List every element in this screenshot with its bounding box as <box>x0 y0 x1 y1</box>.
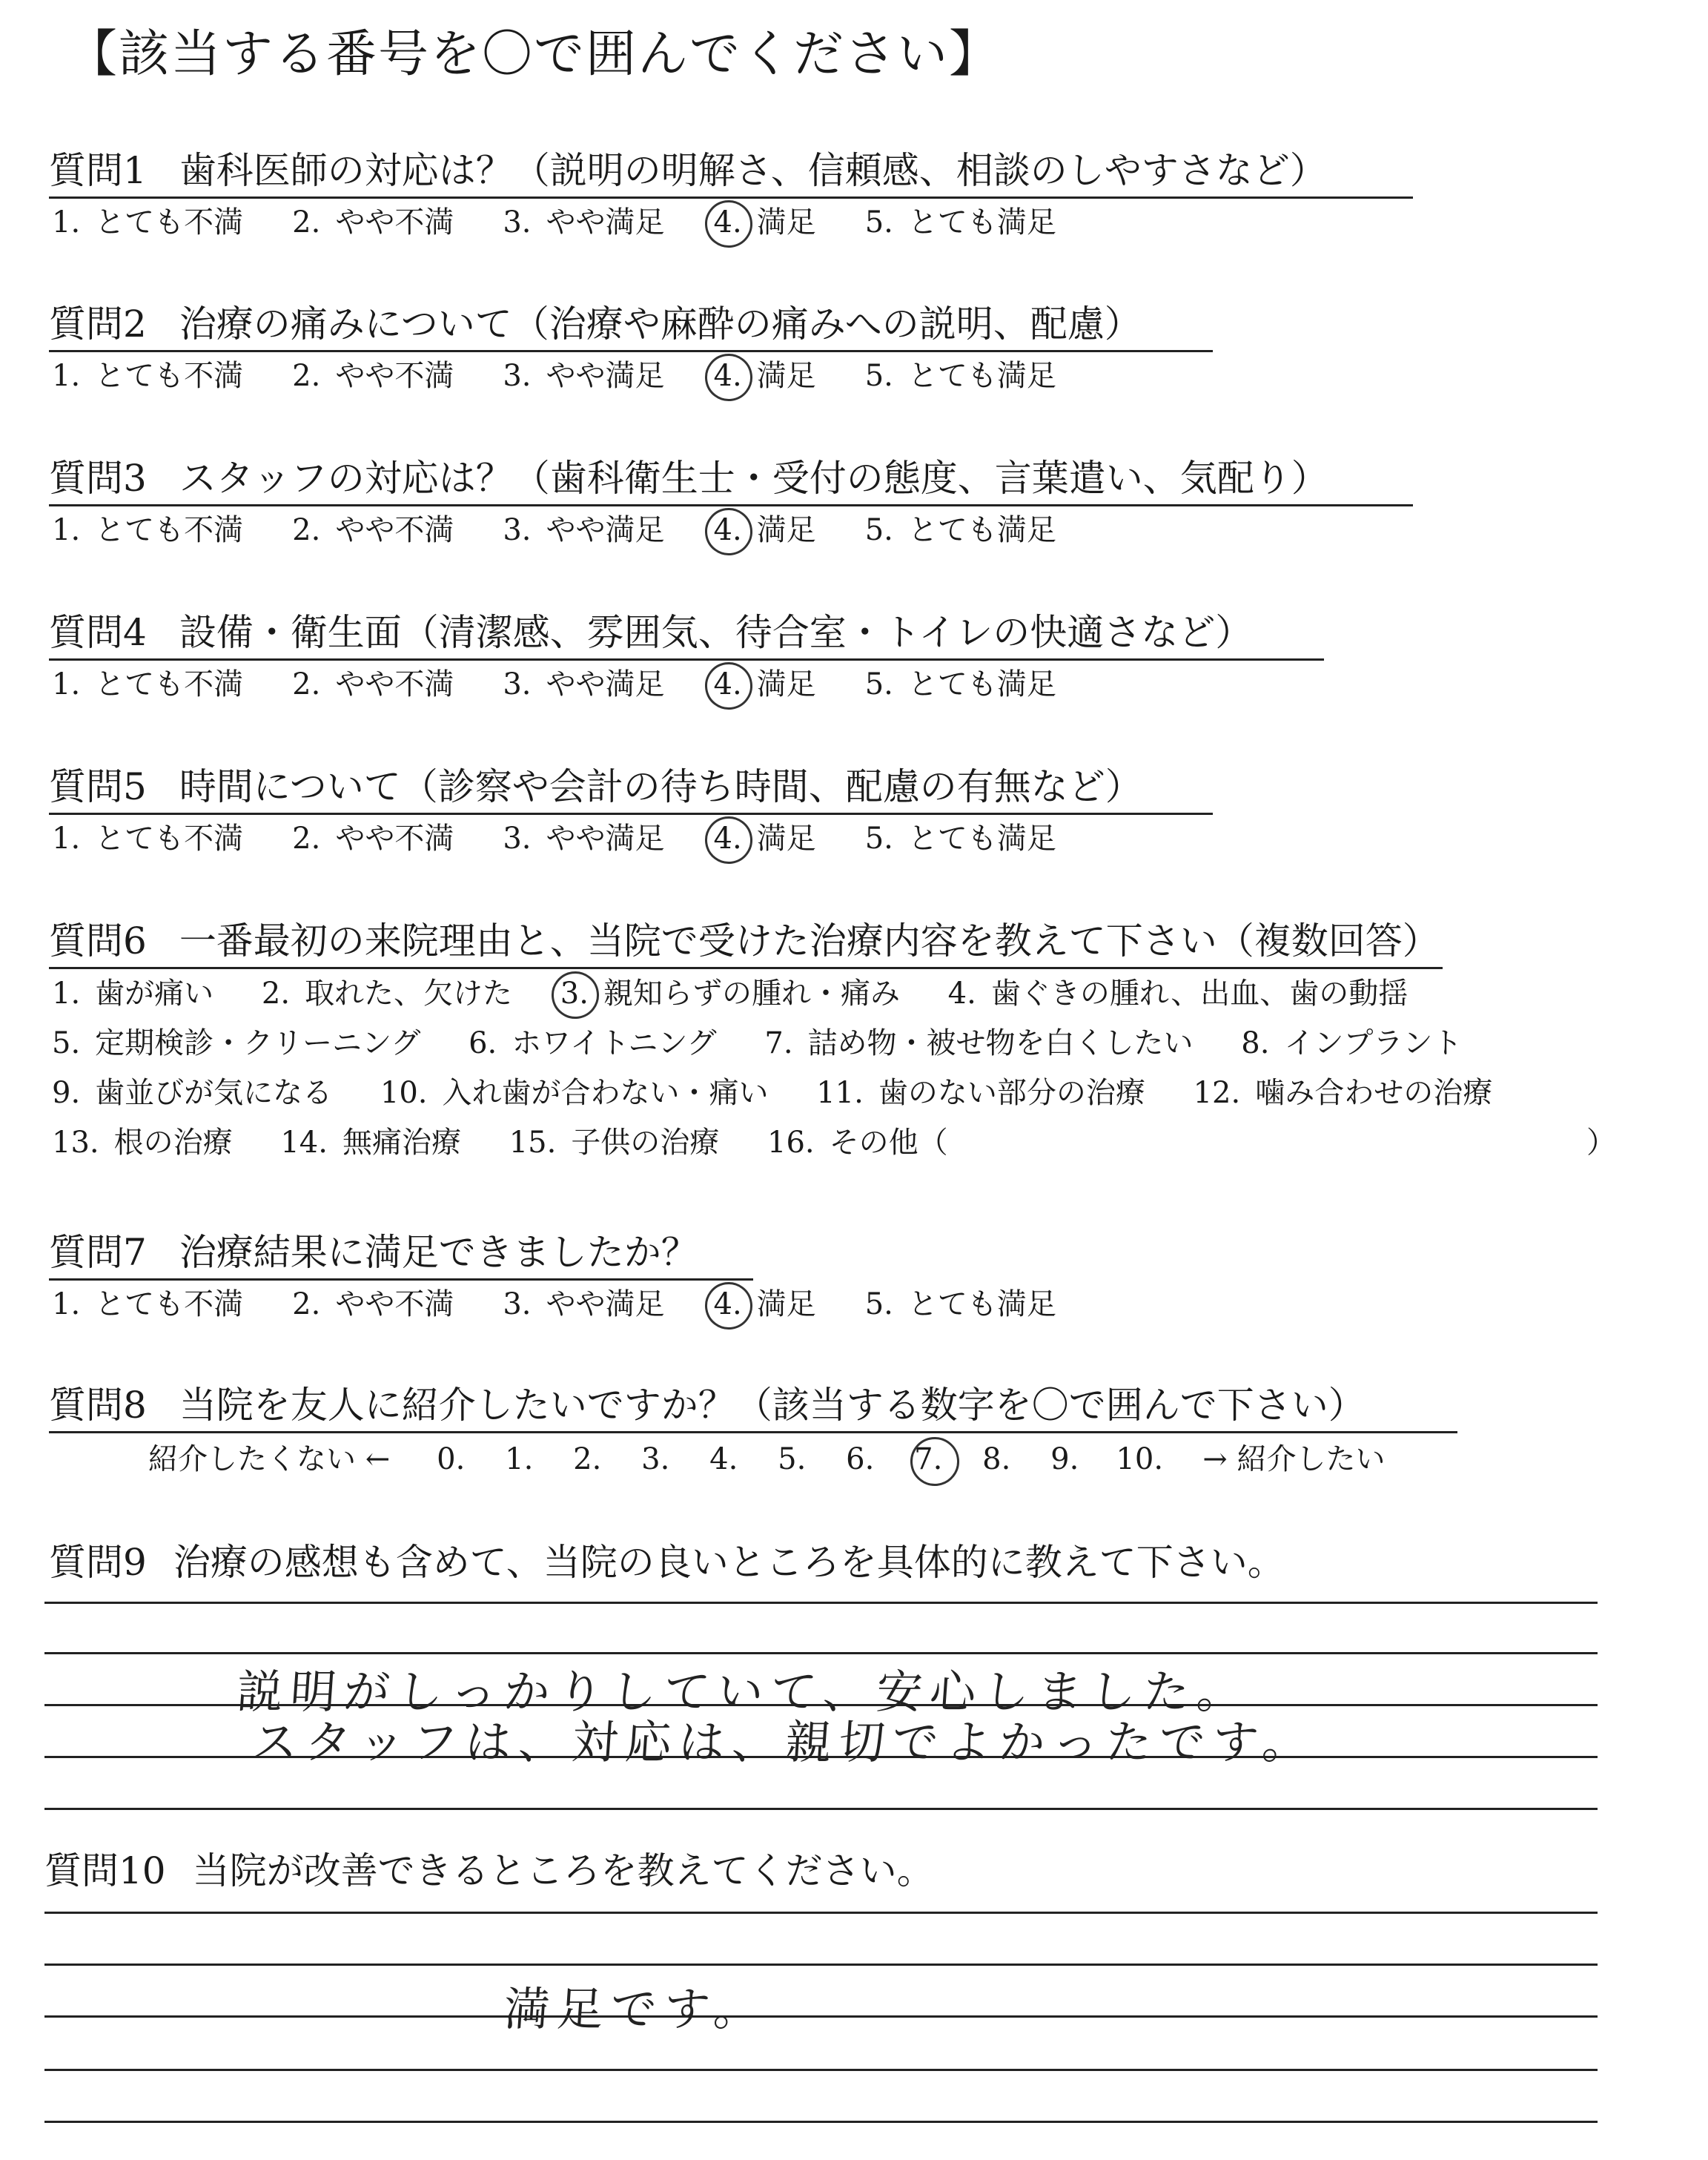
option-5[interactable]: 5. とても満足 <box>864 667 1056 701</box>
answer-line <box>44 2121 1598 2123</box>
rating-options-2 <box>52 361 1105 391</box>
q6-option-1[interactable]: 1. 歯が痛い <box>52 977 214 1011</box>
q6-option-10[interactable]: 10. 入れ歯が合わない・痛い <box>380 1076 769 1110</box>
handwritten-answer-line-2: スタッフは、対応は、親切でよかったです。 <box>250 1715 1318 1769</box>
answer-line <box>44 1652 1598 1654</box>
option-5[interactable]: 5. とても満足 <box>864 822 1056 856</box>
option-3[interactable]: 3. やや満足 <box>503 822 665 856</box>
q6-option-15[interactable]: 15. 子供の治療 <box>509 1126 720 1160</box>
q6-option-14[interactable]: 14. 無痛治療 <box>280 1126 461 1160</box>
question-3 <box>49 457 1413 506</box>
option-3[interactable]: 3. やや満足 <box>503 667 665 701</box>
answer-line <box>44 1912 1598 1914</box>
q6-row-3 <box>52 1078 1531 1108</box>
question-8 <box>49 1384 1457 1433</box>
answer-line <box>44 1602 1598 1604</box>
option-5[interactable]: 5. とても満足 <box>864 513 1056 547</box>
option-4-selected[interactable]: 4. 満足 <box>713 513 816 547</box>
question-text: スタッフの対応は？（歯科衛生士・受付の態度、言葉遣い、気配り） <box>179 457 1328 500</box>
option-3[interactable]: 3. やや満足 <box>503 513 665 547</box>
question-text: 治療の感想も含めて、当院の良いところを具体的に教えて下さい。 <box>173 1541 1285 1584</box>
option-2[interactable]: 2. やや不満 <box>292 359 454 393</box>
q6-option-7[interactable]: 7. 詰め物・被せ物を白くしたい <box>764 1026 1194 1060</box>
option-1[interactable]: 1. とても不満 <box>52 667 244 701</box>
q6-option-6[interactable]: 6. ホワイトニング <box>469 1026 717 1060</box>
option-5[interactable]: 5. とても満足 <box>864 1287 1056 1321</box>
rating-options-5 <box>52 822 1105 856</box>
question-number: 質問8 <box>49 1384 147 1427</box>
option-4-selected[interactable]: 4. 満足 <box>713 359 816 393</box>
option-2[interactable]: 2. やや不満 <box>292 1287 454 1321</box>
scale-value-8[interactable]: 8. <box>982 1442 1011 1476</box>
q6-option-4[interactable]: 4. 歯ぐきの腫れ、出血、歯の動揺 <box>947 977 1409 1011</box>
option-3[interactable]: 3. やや満足 <box>503 1287 665 1321</box>
question-10 <box>44 1849 934 1892</box>
question-text: 一番最初の来院理由と、当院で受けた治療内容を教えて下さい（複数回答） <box>179 919 1440 962</box>
option-1[interactable]: 1. とても不満 <box>52 359 244 393</box>
question-4 <box>49 611 1324 661</box>
scale-value-10[interactable]: 10. <box>1116 1442 1164 1476</box>
scale-value-2[interactable]: 2. <box>573 1442 602 1476</box>
answer-line <box>44 1808 1598 1810</box>
question-2 <box>49 305 1213 352</box>
question-6 <box>49 919 1443 969</box>
option-5[interactable]: 5. とても満足 <box>864 205 1056 240</box>
option-3[interactable]: 3. やや満足 <box>503 359 665 393</box>
q6-option-13[interactable]: 13. 根の治療 <box>52 1126 233 1160</box>
q6-row-4 <box>52 1126 987 1160</box>
scale-right-label: → 紹介したい <box>1202 1442 1386 1476</box>
question-5 <box>49 765 1213 815</box>
question-text: 治療の痛みについて（治療や麻酔の痛みへの説明、配慮） <box>179 303 1142 346</box>
question-number: 質問4 <box>49 611 147 654</box>
option-3[interactable]: 3. やや満足 <box>503 205 665 240</box>
scale-value-4[interactable]: 4. <box>709 1442 738 1476</box>
scale-value-7-selected[interactable]: 7. <box>894 1444 962 1474</box>
option-4-selected[interactable]: 4. 満足 <box>713 822 816 856</box>
question-number: 質問10 <box>44 1849 166 1892</box>
answer-line <box>44 2015 1598 2018</box>
question-text: 治療結果に満足できましたか？ <box>179 1231 698 1274</box>
question-1 <box>49 149 1413 199</box>
q6-other-close-paren: ） <box>1586 1126 1616 1160</box>
q6-option-9[interactable]: 9. 歯並びが気になる <box>52 1076 333 1110</box>
answer-line <box>44 2069 1598 2071</box>
scale-value-5[interactable]: 5. <box>778 1442 807 1476</box>
answer-line <box>44 1964 1598 1966</box>
q6-row-1 <box>52 977 1446 1011</box>
scale-value-9[interactable]: 9. <box>1050 1442 1079 1476</box>
option-1[interactable]: 1. とても不満 <box>52 822 244 856</box>
question-number: 質問6 <box>49 919 147 962</box>
question-text: 設備・衛生面（清潔感、雰囲気、待合室・トイレの快適さなど） <box>179 611 1253 654</box>
question-number: 質問7 <box>49 1231 147 1274</box>
handwritten-answer-line-1: 説明がしっかりしていて、安心しました。 <box>235 1665 1252 1719</box>
option-4-selected[interactable]: 4. 満足 <box>713 667 816 701</box>
option-5[interactable]: 5. とても満足 <box>864 359 1056 393</box>
q6-option-16-other[interactable]: 16. その他（ <box>767 1126 948 1160</box>
recommend-scale <box>148 1444 1385 1474</box>
rating-options-3 <box>52 515 1105 545</box>
option-2[interactable]: 2. やや不満 <box>292 667 454 701</box>
q6-option-8[interactable]: 8. インプラント <box>1241 1026 1463 1060</box>
q6-row-2 <box>52 1028 1500 1058</box>
q6-option-11[interactable]: 11. 歯のない部分の治療 <box>816 1076 1145 1110</box>
option-2[interactable]: 2. やや不満 <box>292 205 454 240</box>
question-text: 時間について（診察や会計の待ち時間、配慮の有無など） <box>179 765 1142 808</box>
q6-option-5[interactable]: 5. 定期検診・クリーニング <box>52 1026 421 1060</box>
question-9 <box>49 1541 1285 1584</box>
scale-value-6[interactable]: 6. <box>846 1442 875 1476</box>
question-text: 当院を友人に紹介したいですか？（該当する数字を〇で囲んで下さい） <box>179 1384 1366 1427</box>
scale-value-3[interactable]: 3. <box>641 1442 670 1476</box>
question-number: 質問3 <box>49 457 147 500</box>
question-number: 質問2 <box>49 303 147 346</box>
question-number: 質問5 <box>49 765 147 808</box>
scale-left-label: 紹介したくない ← <box>148 1442 391 1476</box>
option-2[interactable]: 2. やや不満 <box>292 513 454 547</box>
page-heading: 【該当する番号を〇で囲んでください】 <box>67 25 1002 84</box>
option-1[interactable]: 1. とても不満 <box>52 1287 244 1321</box>
option-1[interactable]: 1. とても不満 <box>52 205 244 240</box>
option-4-selected[interactable]: 4. 満足 <box>713 205 816 240</box>
option-1[interactable]: 1. とても不満 <box>52 513 244 547</box>
q6-option-12[interactable]: 12. 噛み合わせの治療 <box>1193 1076 1493 1110</box>
scale-value-1[interactable]: 1. <box>505 1442 534 1476</box>
scale-value-0[interactable]: 0. <box>437 1442 466 1476</box>
rating-options-7 <box>52 1289 1105 1319</box>
q6-option-2[interactable]: 2. 取れた、欠けた <box>261 977 513 1011</box>
q6-option-3-selected[interactable]: 3. 親知らずの腫れ・痛み <box>560 977 900 1011</box>
handwritten-answer-q10: 満足です。 <box>502 1982 769 2036</box>
option-2[interactable]: 2. やや不満 <box>292 822 454 856</box>
question-7 <box>49 1231 753 1281</box>
rating-options-4 <box>52 667 1105 701</box>
question-number: 質問1 <box>49 149 147 192</box>
rating-options-1 <box>52 205 1105 240</box>
option-4-selected[interactable]: 4. 満足 <box>713 1287 816 1321</box>
question-text: 歯科医師の対応は？（説明の明解さ、信頼感、相談のしやすさなど） <box>179 149 1327 192</box>
question-text: 当院が改善できるところを教えてください。 <box>192 1849 934 1892</box>
question-number: 質問9 <box>49 1541 147 1584</box>
